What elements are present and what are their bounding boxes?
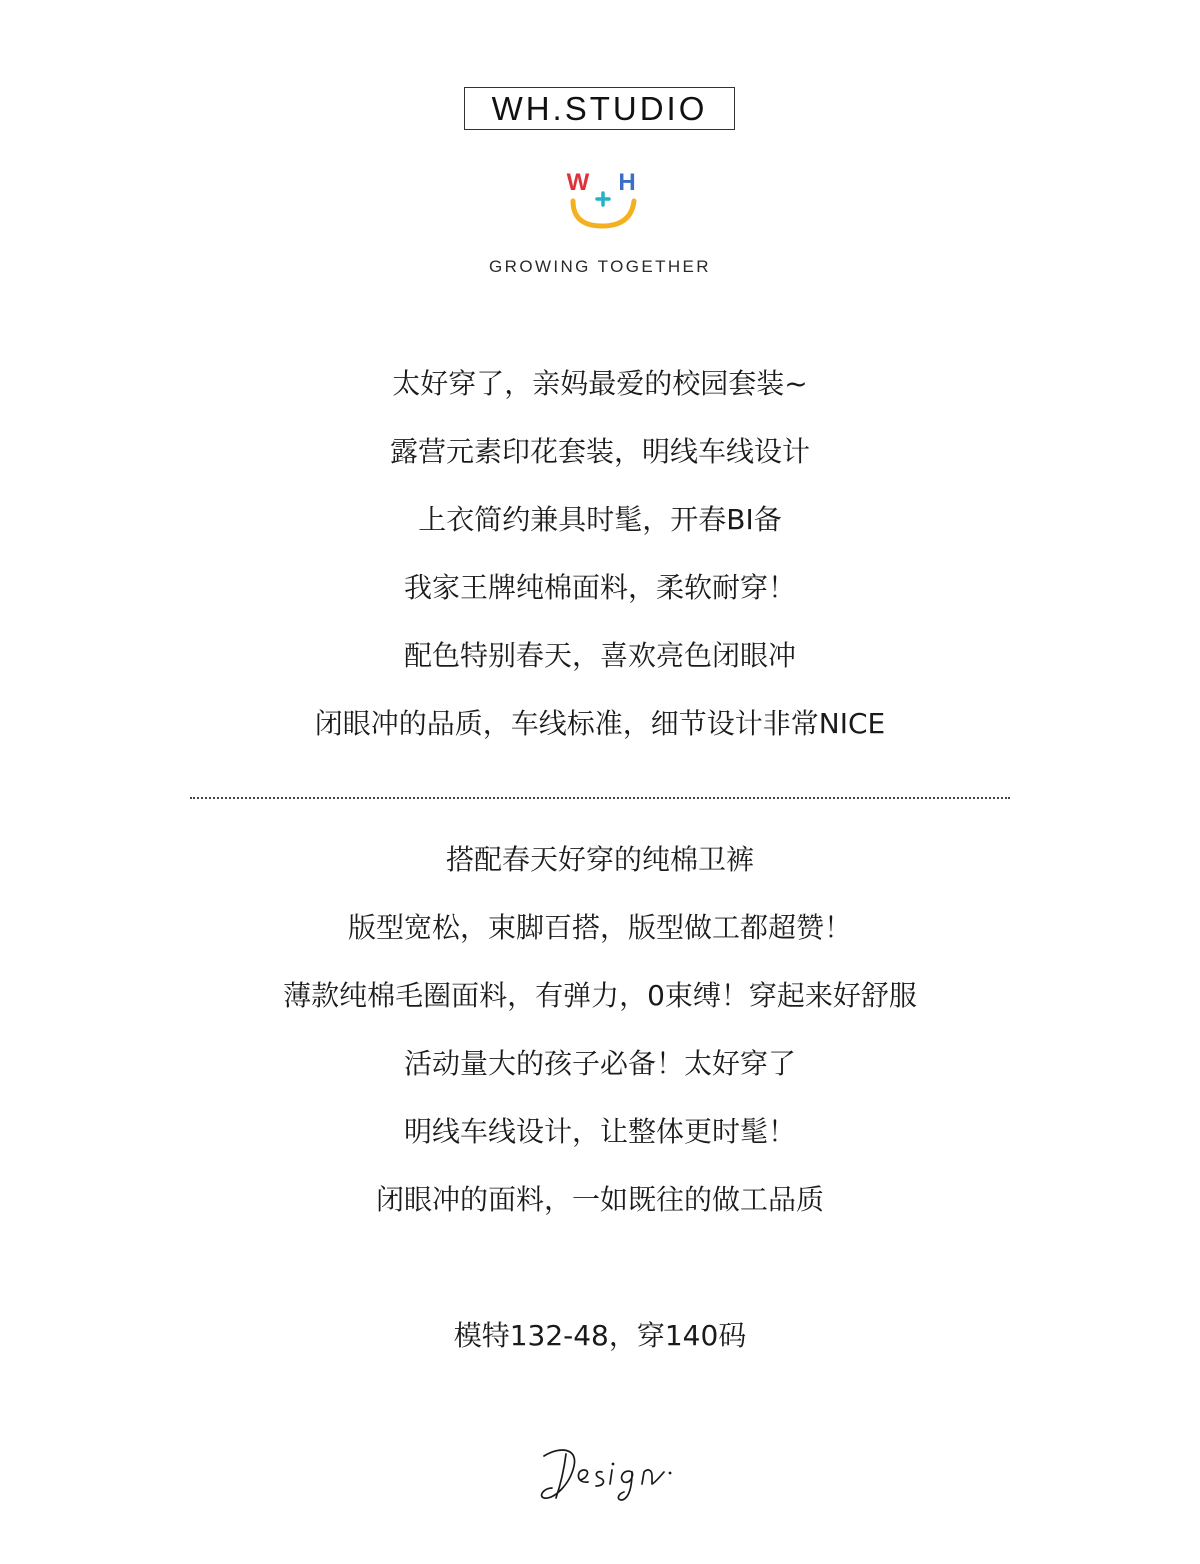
description-line: 闭眼冲的品质，车线标准，细节设计非常NICE — [314, 707, 886, 740]
description-line: 明线车线设计，让整体更时髦！ — [403, 1115, 796, 1148]
description-line: 版型宽松，束脚百搭，版型做工都超赞！ — [347, 911, 852, 944]
tagline: GROWING TOGETHER — [489, 257, 711, 276]
description-line: 搭配春天好穿的纯棉卫裤 — [445, 843, 754, 876]
logo-letter-w: W — [566, 169, 590, 196]
description-line: 上衣简约兼具时髦，开春BI备 — [418, 503, 782, 536]
description-line: 闭眼冲的面料，一如既往的做工品质 — [375, 1183, 824, 1216]
description-line: 露营元素印花套装，明线车线设计 — [389, 435, 810, 468]
brand-name: WH.STUDIO — [491, 89, 708, 127]
description-line: 太好穿了，亲妈最爱的校园套装~ — [392, 367, 808, 400]
description-line: 配色特别春天，喜欢亮色闭眼冲 — [403, 639, 796, 672]
logo-plus-icon — [597, 193, 609, 205]
model-size-note: 模特132-48，穿140码 — [453, 1319, 747, 1352]
wh-smile-logo — [562, 168, 642, 234]
brand-name-box — [464, 87, 735, 130]
description-line: 活动量大的孩子必备！太好穿了 — [403, 1047, 796, 1080]
logo-letter-h: H — [618, 169, 636, 196]
description-line: 我家王牌纯棉面料，柔软耐穿！ — [403, 571, 796, 604]
description-line: 薄款纯棉毛圈面料，有弹力，0束缚！穿起来好舒服 — [283, 979, 917, 1012]
design-signature-icon — [538, 1440, 678, 1504]
dotted-divider — [190, 797, 1010, 799]
